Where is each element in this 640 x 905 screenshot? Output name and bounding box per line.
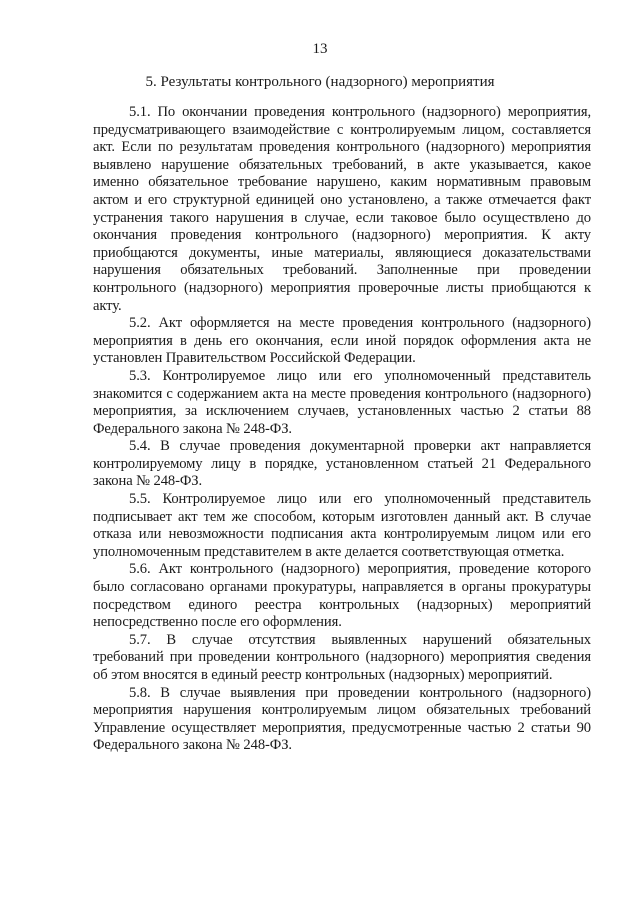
page-number: 13 xyxy=(312,41,328,57)
paragraph-5-3: 5.3. Контролируемое лицо или его уполномоченный представитель знакомится с содержанием акта на месте проведения контрольного (надзорного) мероприятия, за исключением случаев, установленных частью 2 статьи 88 Федерального закона № 248-ФЗ. xyxy=(93,367,591,437)
paragraph-5-7: 5.7. В случае отсутствия выявленных нарушений обязательных требований при проведении контрольного (надзорного) мероприятия сведения об этом вносятся в единый реестр контрольных (надзорных) мероприятий. xyxy=(93,631,591,683)
paragraph-5-1: 5.1. По окончании проведения контрольного (надзорного) мероприятия, предусматривающего взаимодействие с контролируемым лицом, составляется акт. Если по результатам проведения контрольного (надзорного) мероприятия выявлено нарушение обязательных требований, в акте указывается, какое именно обязательное требование нарушено, каким нормативным правовым актом и его структурной единицей оно установлено, а также отмечается факт устранения такого нарушения в случае, если таковое было осуществлено до окончания проведения контрольного (надзорного) мероприятия. К акту приобщаются документы, иные материалы, являющиеся доказательствами нарушения обязательных требований. Заполненные при проведении контрольного (надзорного) мероприятия проверочные листы приобщаются к акту. xyxy=(93,104,591,314)
paragraph-5-2: 5.2. Акт оформляется на месте проведения контрольного (надзорного) мероприятия в день его окончания, если иной порядок оформления акта не установлен Правительством Российской Федерации. xyxy=(93,315,591,367)
paragraph-5-8: 5.8. В случае выявления при проведении контрольного (надзорного) мероприятия нарушения контролируемым лицом обязательных требований Управление осуществляет мероприятия, предусмотренные частью 2 статьи 90 Федерального закона № 248-ФЗ. xyxy=(93,684,591,754)
paragraph-5-4: 5.4. В случае проведения документарной проверки акт направляется контролируемому лицу в порядке, установленном статьей 21 Федерального закона № 248-ФЗ. xyxy=(93,438,591,490)
section-title: 5. Результаты контрольного (надзорного) мероприятия xyxy=(145,74,495,90)
section-body xyxy=(93,104,591,755)
paragraph-5-6: 5.6. Акт контрольного (надзорного) мероприятия, проведение которого было согласовано органами прокуратуры, направляется в органы прокуратуры посредством единого реестра контрольных (надзорных) мероприятий непосредственно после его оформления. xyxy=(93,561,591,631)
paragraph-5-5: 5.5. Контролируемое лицо или его уполномоченный представитель подписывает акт тем же способом, которым изготовлен данный акт. В случае отказа или невозможности подписания акта контролируемым лицом или его уполномоченным представителем в акте делается соответствующая отметка. xyxy=(93,491,591,560)
